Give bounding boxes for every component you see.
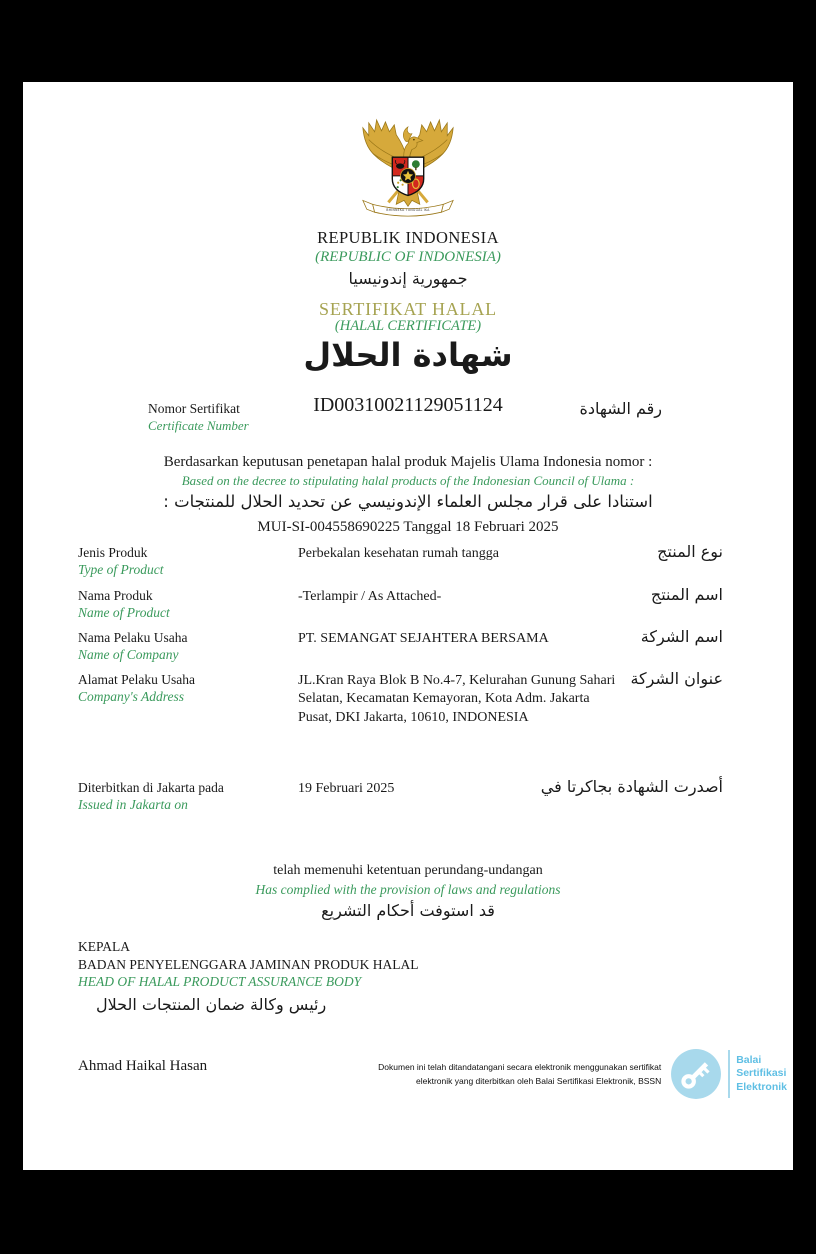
field-value: 19 Februari 2025 [298, 781, 395, 796]
field-label [78, 779, 290, 814]
certificate-title-arabic: شهادة الحلال [303, 336, 513, 374]
field-label-en: Name of Company [78, 647, 179, 663]
signer-title-block [78, 938, 419, 1015]
badge-text-line3: Elektronik [736, 1080, 787, 1093]
field-label-id: Nama Produk [78, 588, 153, 603]
certificate-number-label-id: Nomor Sertifikat [148, 401, 240, 416]
signer-title-line2: BADAN PENYELENGGARA JAMINAN PRODUK HALAL [78, 956, 419, 972]
badge-text [736, 1054, 787, 1093]
decree-line-en: Based on the decree to stipulating halal products of the Indonesian Council of Ulama : [181, 472, 635, 488]
signer-title-arabic: رئيس وكالة ضمان المنتجات الحلال [96, 994, 327, 1014]
decree-reference-number: MUI-SI-004558690225 Tanggal 18 Februari 2025 [257, 518, 559, 535]
field-label-en: Name of Product [78, 605, 170, 621]
signer-title-english: HEAD OF HALAL PRODUCT ASSURANCE BODY [78, 974, 362, 990]
esign-block [361, 1048, 787, 1100]
field-label-arabic: أصدرت الشهادة بجاكرتا في [540, 777, 723, 796]
badge-divider [728, 1050, 730, 1098]
signer-title-line1: KEPALA [78, 939, 131, 954]
certificate-number-row [23, 394, 793, 434]
field-label [78, 544, 290, 579]
certificate-title: SERTIFIKAT HALAL [319, 299, 497, 319]
field-label-en: Type of Product [78, 562, 164, 578]
field-value: JL.Kran Raya Blok B No.4-7, Kelurahan Gunung Sahari Selatan, Kecamatan Kemayoran, Kota Adm. Jakarta Pusat, DKI Jakarta, 10610, INDONESIA [298, 673, 616, 725]
signer-name: Ahmad Haikal Hasan [78, 1058, 208, 1074]
field-label-arabic: نوع المنتج [657, 542, 723, 561]
certificate-title-english: (HALAL CERTIFICATE) [334, 318, 482, 334]
bsre-badge [670, 1048, 787, 1100]
field-value: Perbekalan kesehatan rumah tangga [298, 546, 499, 561]
certificate-number-label-en: Certificate Number [148, 417, 249, 433]
decree-line-arabic: استنادا على قرار مجلس العلماء الإندونيسي عن تحديد الحلال للمنتجات : [163, 492, 653, 512]
decree-block [23, 453, 793, 537]
field-label-arabic: اسم المنتج [650, 585, 723, 604]
certificate-page [23, 82, 793, 1170]
badge-text-line1: Balai [736, 1054, 762, 1067]
field-label [78, 629, 290, 664]
country-title-english: (REPUBLIC OF INDONESIA) [315, 249, 501, 265]
emblem-container [23, 118, 793, 227]
field-label [78, 671, 290, 706]
field-label-en: Company's Address [78, 689, 185, 705]
certificate-number-value: ID00310021129051124 [313, 394, 503, 416]
field-label-id: Diterbitkan di Jakarta pada [78, 780, 224, 795]
compliance-statement [23, 862, 793, 922]
electronic-certification-key-icon [670, 1048, 722, 1100]
certificate-number-label-arabic: رقم الشهادة [579, 399, 662, 418]
garuda-pancasila-emblem [349, 118, 467, 222]
badge-text-line2: Sertifikasi [736, 1067, 787, 1080]
compliance-line-id: telah memenuhi ketentuan perundang-undangan [273, 863, 543, 878]
esign-disclaimer [361, 1060, 661, 1089]
compliance-line-en: Has complied with the provision of laws and regulations [255, 881, 561, 897]
esign-disclaimer-line1: Dokumen ini telah ditandatangani secara elektronik menggunakan sertifikat [378, 1061, 662, 1072]
field-label [78, 587, 290, 622]
emblem-motto: BHINNEKA TUNGGAL IKA [386, 207, 430, 212]
field-label-id: Jenis Produk [78, 545, 148, 560]
field-label-en: Issued in Jakarta on [78, 797, 188, 813]
compliance-line-arabic: قد استوفت أحكام التشريع [321, 901, 495, 921]
esign-disclaimer-line2: elektronik yang diterbitkan oleh Balai Sertifikasi Elektronik, BSSN [416, 1076, 662, 1086]
field-value: -Terlampir / As Attached- [298, 589, 442, 604]
field-label-id: Nama Pelaku Usaha [78, 630, 188, 645]
country-title-arabic: جمهورية إندونيسيا [348, 269, 468, 288]
field-label-arabic: اسم الشركة [640, 627, 723, 646]
field-label-id: Alamat Pelaku Usaha [78, 672, 195, 687]
field-label-arabic: عنوان الشركة [630, 669, 723, 688]
country-title: REPUBLIK INDONESIA [317, 228, 499, 247]
decree-line-id: Berdasarkan keputusan penetapan halal produk Majelis Ulama Indonesia nomor : [163, 454, 653, 470]
field-value: PT. SEMANGAT SEJAHTERA BERSAMA [298, 631, 549, 646]
